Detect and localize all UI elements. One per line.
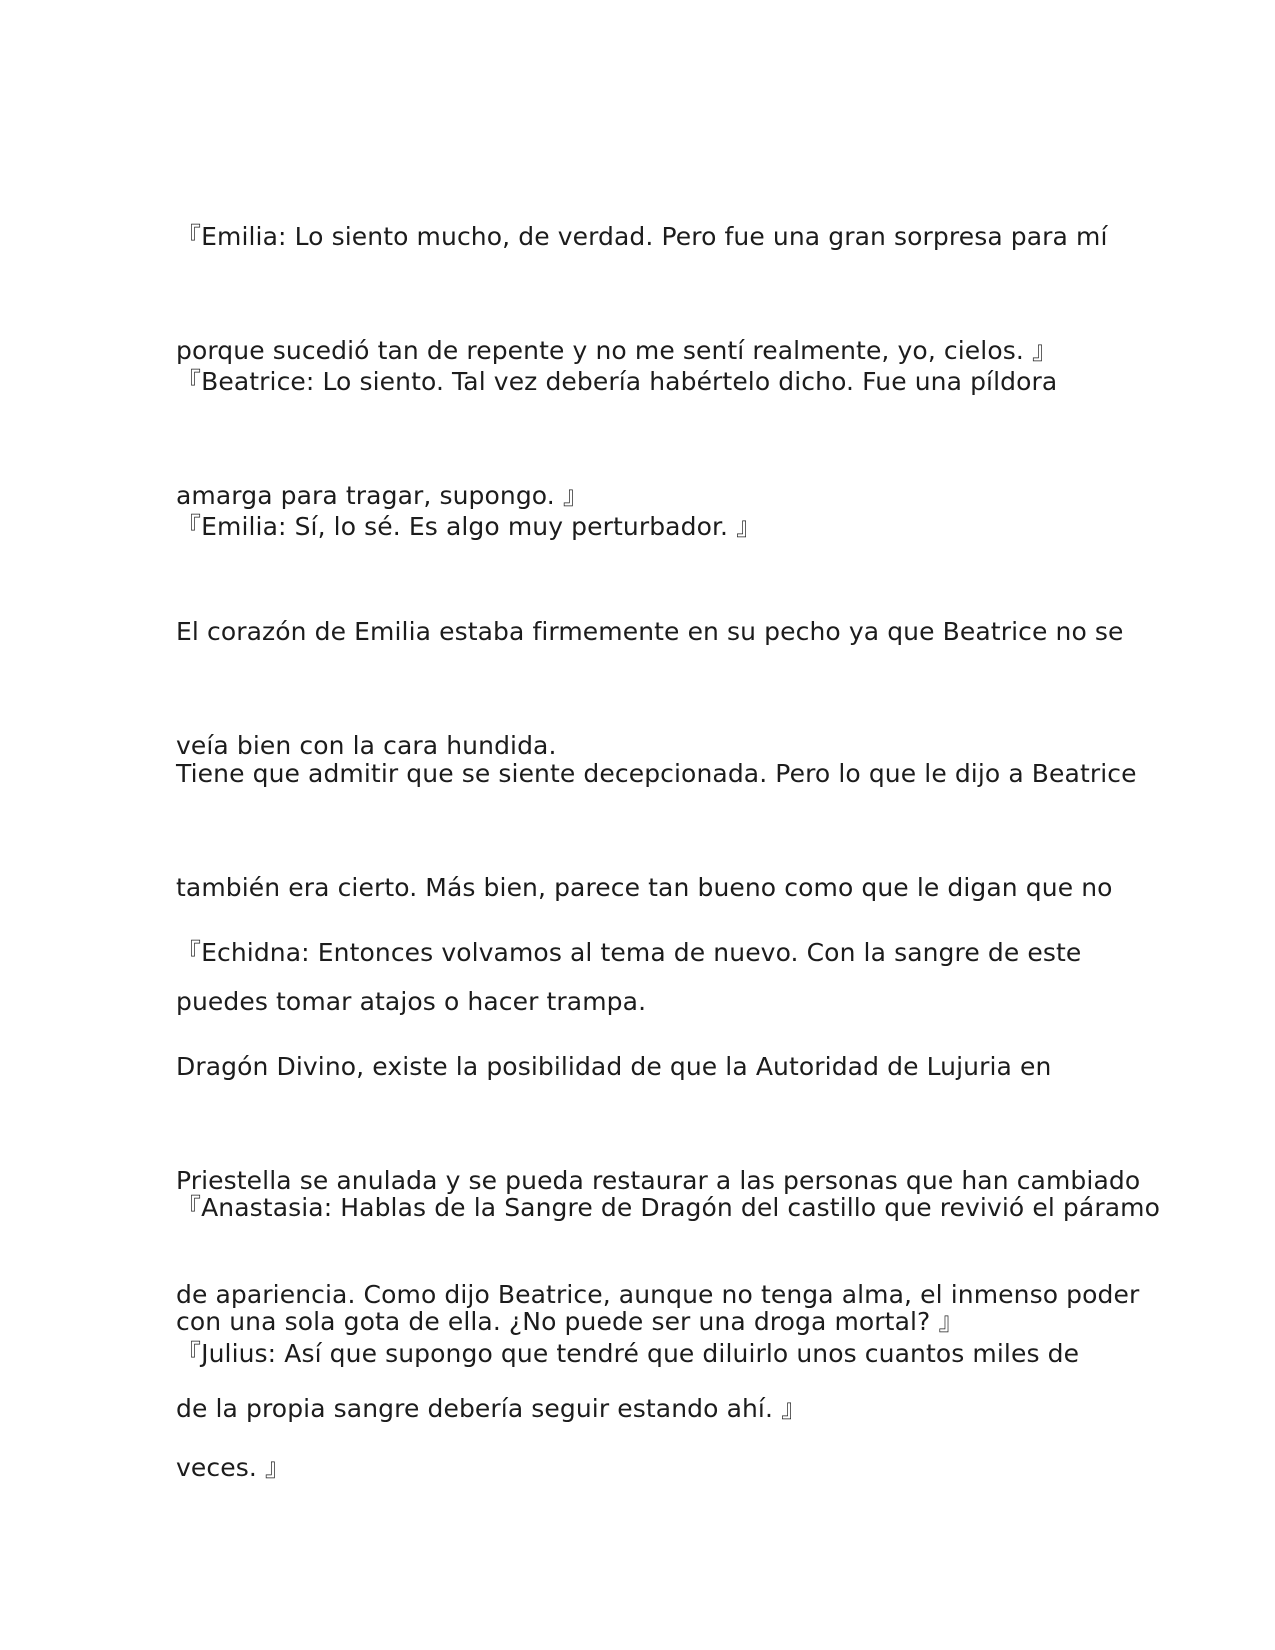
text-line: Dragón Divino, existe la posibilidad de que la Autoridad de Lujuria en (176, 1052, 1052, 1081)
text-line: también era cierto. Más bien, parece tan bueno como que le digan que no (176, 873, 1113, 902)
paragraph-julius (176, 1259, 1140, 1563)
text-line: 『Beatrice: Lo siento. Tal vez debería habértelo dicho. Fue una píldora (176, 367, 1058, 396)
text-line: puedes tomar atajos o hacer trampa. (176, 987, 647, 1016)
text-line: porque sucedió tan de repente y no me sentí realmente, yo, cielos. 』 (176, 336, 1058, 365)
text-line: Priestella se anulada y se pueda restaurar a las personas que han cambiado (176, 1166, 1141, 1195)
text-line: 『Emilia: Lo siento mucho, de verdad. Pero fue una gran sorpresa para mí (176, 222, 1108, 251)
text-line: veces. 』 (176, 1453, 291, 1482)
text-line: amarga para tragar, supongo. 』 (176, 481, 588, 510)
text-line: 『Emilia: Sí, lo sé. Es algo muy perturbador. 』 (176, 512, 762, 541)
text-line: de apariencia. Como dijo Beatrice, aunque no tenga alma, el inmenso poder (176, 1280, 1140, 1309)
text-line: veía bien con la cara hundida. (176, 731, 557, 760)
text-line: 『Echidna: Entonces volvamos al tema de nuevo. Con la sangre de este (176, 938, 1082, 967)
text-line: con una sola gota de ella. ¿No puede ser una droga mortal? 』 (176, 1307, 964, 1336)
text-line: de la propia sangre debería seguir estando ahí. 』 (176, 1394, 807, 1423)
text-line: 『Anastasia: Hablas de la Sangre de Dragón del castillo que revivió el páramo (176, 1193, 1160, 1222)
text-line: 『Julius: Así que supongo que tendré que diluirlo unos cuantos miles de (176, 1339, 1080, 1368)
text-line: El corazón de Emilia estaba firmemente en su pecho ya que Beatrice no se (176, 617, 1124, 646)
text-line: Tiene que admitir que se siente decepcionada. Pero lo que le dijo a Beatrice (176, 759, 1137, 788)
